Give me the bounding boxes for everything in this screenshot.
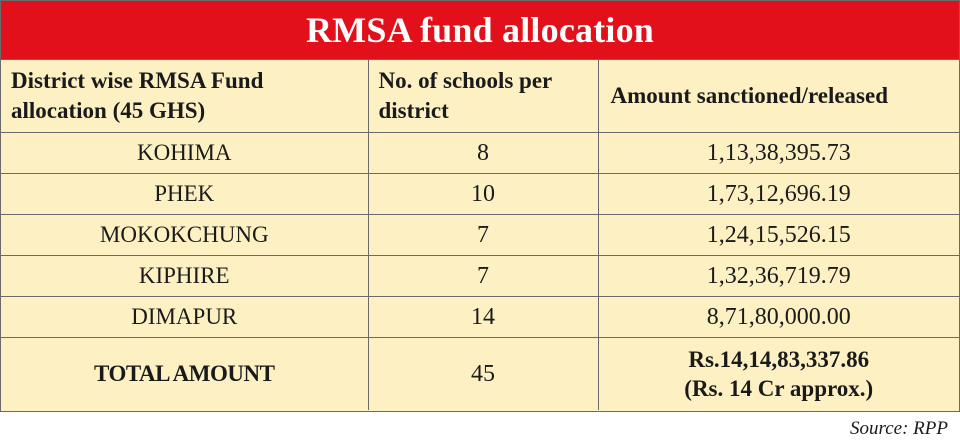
total-row [1, 338, 959, 411]
total-amount [598, 338, 959, 411]
total-label: TOTAL AMOUNT [1, 338, 368, 411]
schools-header-line2: district [378, 98, 449, 123]
table-title: RMSA fund allocation [1, 1, 959, 60]
amount-cell: 1,73,12,696.19 [598, 174, 959, 215]
schools-cell: 7 [368, 215, 598, 256]
district-header-line2: allocation (45 GHS) [11, 98, 206, 123]
schools-cell: 8 [368, 133, 598, 174]
amount-cell: 8,71,80,000.00 [598, 297, 959, 338]
table-row [1, 215, 959, 256]
column-header-amount: Amount sanctioned/released [598, 60, 959, 133]
total-schools: 45 [368, 338, 598, 411]
table-row [1, 297, 959, 338]
column-header-district [1, 60, 368, 133]
allocation-table [1, 60, 959, 410]
schools-header-line1: No. of schools per [378, 68, 553, 93]
amount-cell: 1,13,38,395.73 [598, 133, 959, 174]
header-row [1, 60, 959, 133]
source-credit: Source: RPP [850, 418, 948, 439]
amount-cell: 1,32,36,719.79 [598, 256, 959, 297]
district-cell: DIMAPUR [1, 297, 368, 338]
total-amount-line2: (Rs. 14 Cr approx.) [684, 376, 874, 401]
schools-cell: 7 [368, 256, 598, 297]
district-cell: MOKOKCHUNG [1, 215, 368, 256]
schools-cell: 14 [368, 297, 598, 338]
schools-cell: 10 [368, 174, 598, 215]
total-amount-line1: Rs.14,14,83,337.86 [688, 347, 870, 372]
district-cell: PHEK [1, 174, 368, 215]
district-header-line1: District wise RMSA Fund [11, 68, 264, 93]
column-header-schools [368, 60, 598, 133]
amount-cell: 1,24,15,526.15 [598, 215, 959, 256]
table-row [1, 256, 959, 297]
district-cell: KOHIMA [1, 133, 368, 174]
district-cell: KIPHIRE [1, 256, 368, 297]
table-row [1, 174, 959, 215]
table-row [1, 133, 959, 174]
